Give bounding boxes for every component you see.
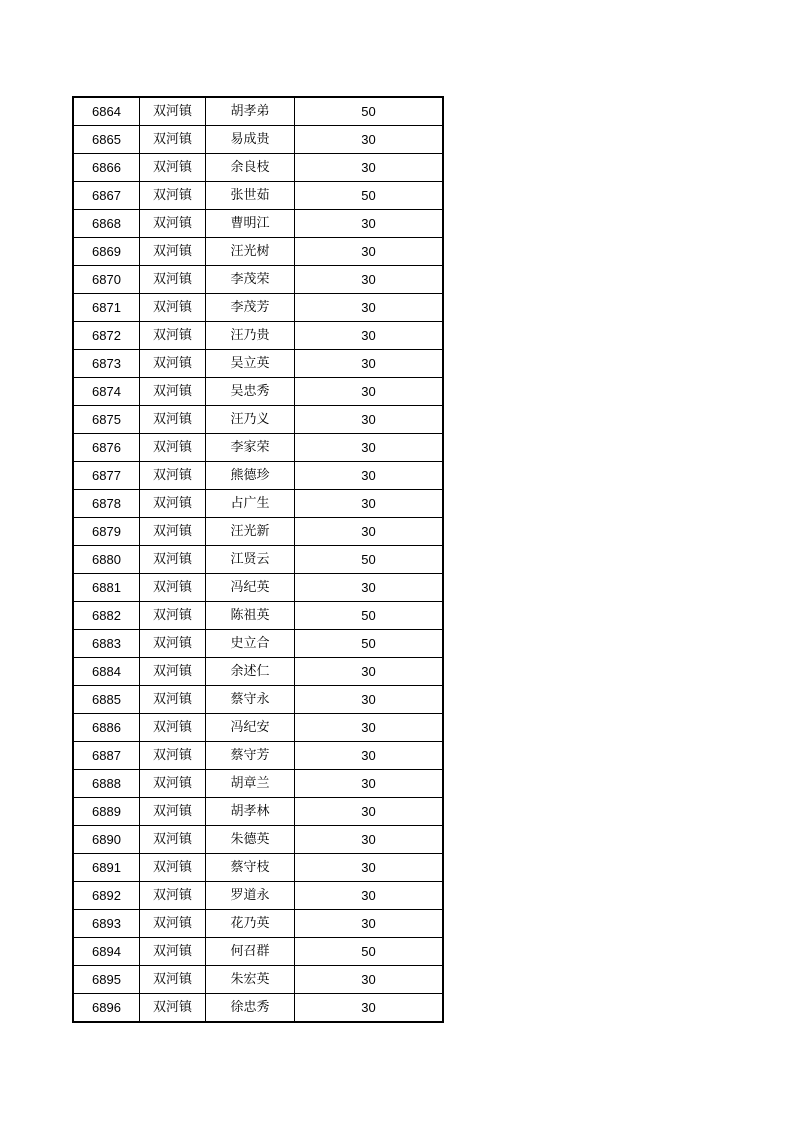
cell-id: 6881 (73, 574, 140, 602)
table-row (73, 238, 443, 266)
cell-town: 双河镇 (140, 630, 206, 658)
cell-amount: 30 (295, 294, 444, 322)
cell-id: 6892 (73, 882, 140, 910)
cell-id: 6888 (73, 770, 140, 798)
cell-name: 张世茹 (206, 182, 295, 210)
table-body (73, 97, 443, 1022)
cell-id: 6880 (73, 546, 140, 574)
cell-id: 6884 (73, 658, 140, 686)
cell-amount: 30 (295, 490, 444, 518)
cell-name: 胡孝弟 (206, 97, 295, 126)
cell-amount: 30 (295, 994, 444, 1023)
cell-name: 余良枝 (206, 154, 295, 182)
cell-town: 双河镇 (140, 266, 206, 294)
table-row (73, 798, 443, 826)
cell-town: 双河镇 (140, 434, 206, 462)
cell-amount: 30 (295, 154, 444, 182)
cell-amount: 30 (295, 966, 444, 994)
cell-town: 双河镇 (140, 546, 206, 574)
cell-town: 双河镇 (140, 826, 206, 854)
cell-town: 双河镇 (140, 238, 206, 266)
cell-id: 6865 (73, 126, 140, 154)
cell-name: 朱宏英 (206, 966, 295, 994)
table-row (73, 322, 443, 350)
table-row (73, 518, 443, 546)
cell-id: 6866 (73, 154, 140, 182)
cell-name: 冯纪安 (206, 714, 295, 742)
cell-amount: 30 (295, 406, 444, 434)
cell-id: 6896 (73, 994, 140, 1023)
cell-town: 双河镇 (140, 994, 206, 1023)
cell-town: 双河镇 (140, 686, 206, 714)
cell-amount: 30 (295, 686, 444, 714)
table-row (73, 97, 443, 126)
cell-town: 双河镇 (140, 210, 206, 238)
cell-name: 占广生 (206, 490, 295, 518)
cell-amount: 30 (295, 910, 444, 938)
cell-id: 6891 (73, 854, 140, 882)
table-row (73, 210, 443, 238)
cell-amount: 30 (295, 798, 444, 826)
cell-id: 6893 (73, 910, 140, 938)
table-row (73, 658, 443, 686)
cell-id: 6887 (73, 742, 140, 770)
table-row (73, 686, 443, 714)
cell-name: 花乃英 (206, 910, 295, 938)
cell-name: 曹明江 (206, 210, 295, 238)
table-row (73, 378, 443, 406)
table-row (73, 294, 443, 322)
cell-name: 何召群 (206, 938, 295, 966)
cell-town: 双河镇 (140, 910, 206, 938)
cell-town: 双河镇 (140, 350, 206, 378)
cell-name: 李茂荣 (206, 266, 295, 294)
cell-name: 李茂芳 (206, 294, 295, 322)
table-row (73, 350, 443, 378)
cell-id: 6878 (73, 490, 140, 518)
cell-id: 6877 (73, 462, 140, 490)
cell-town: 双河镇 (140, 742, 206, 770)
cell-id: 6876 (73, 434, 140, 462)
cell-name: 汪乃义 (206, 406, 295, 434)
cell-id: 6870 (73, 266, 140, 294)
cell-town: 双河镇 (140, 97, 206, 126)
cell-name: 易成贵 (206, 126, 295, 154)
cell-name: 汪光新 (206, 518, 295, 546)
cell-id: 6869 (73, 238, 140, 266)
cell-id: 6875 (73, 406, 140, 434)
cell-town: 双河镇 (140, 378, 206, 406)
cell-town: 双河镇 (140, 658, 206, 686)
cell-town: 双河镇 (140, 602, 206, 630)
table-row (73, 742, 443, 770)
cell-id: 6894 (73, 938, 140, 966)
cell-id: 6871 (73, 294, 140, 322)
cell-id: 6883 (73, 630, 140, 658)
cell-amount: 30 (295, 518, 444, 546)
cell-name: 汪光树 (206, 238, 295, 266)
cell-town: 双河镇 (140, 462, 206, 490)
cell-name: 余述仁 (206, 658, 295, 686)
cell-town: 双河镇 (140, 938, 206, 966)
cell-name: 史立合 (206, 630, 295, 658)
cell-amount: 30 (295, 238, 444, 266)
cell-name: 徐忠秀 (206, 994, 295, 1023)
cell-amount: 30 (295, 210, 444, 238)
cell-name: 汪乃贵 (206, 322, 295, 350)
table-row (73, 994, 443, 1023)
table-row (73, 434, 443, 462)
table-row (73, 546, 443, 574)
cell-id: 6879 (73, 518, 140, 546)
cell-name: 罗道永 (206, 882, 295, 910)
cell-amount: 50 (295, 602, 444, 630)
cell-amount: 30 (295, 462, 444, 490)
cell-amount: 30 (295, 742, 444, 770)
cell-id: 6864 (73, 97, 140, 126)
table-row (73, 630, 443, 658)
cell-amount: 30 (295, 826, 444, 854)
cell-town: 双河镇 (140, 966, 206, 994)
cell-id: 6867 (73, 182, 140, 210)
cell-town: 双河镇 (140, 154, 206, 182)
cell-name: 胡章兰 (206, 770, 295, 798)
cell-town: 双河镇 (140, 406, 206, 434)
table-row (73, 490, 443, 518)
cell-amount: 50 (295, 630, 444, 658)
cell-town: 双河镇 (140, 294, 206, 322)
table-row (73, 182, 443, 210)
table-row (73, 938, 443, 966)
table-row (73, 882, 443, 910)
cell-amount: 50 (295, 938, 444, 966)
cell-amount: 30 (295, 574, 444, 602)
cell-name: 蔡守枝 (206, 854, 295, 882)
cell-amount: 30 (295, 322, 444, 350)
table-row (73, 154, 443, 182)
cell-amount: 50 (295, 182, 444, 210)
table-row (73, 462, 443, 490)
cell-amount: 30 (295, 854, 444, 882)
cell-town: 双河镇 (140, 854, 206, 882)
cell-name: 蔡守芳 (206, 742, 295, 770)
table-row (73, 266, 443, 294)
cell-id: 6872 (73, 322, 140, 350)
cell-amount: 30 (295, 658, 444, 686)
table-row (73, 910, 443, 938)
cell-town: 双河镇 (140, 882, 206, 910)
cell-id: 6890 (73, 826, 140, 854)
cell-amount: 30 (295, 266, 444, 294)
cell-id: 6868 (73, 210, 140, 238)
cell-town: 双河镇 (140, 322, 206, 350)
cell-town: 双河镇 (140, 798, 206, 826)
cell-amount: 30 (295, 882, 444, 910)
cell-name: 陈祖英 (206, 602, 295, 630)
cell-name: 蔡守永 (206, 686, 295, 714)
table-row (73, 406, 443, 434)
cell-id: 6895 (73, 966, 140, 994)
table-row (73, 574, 443, 602)
cell-amount: 30 (295, 126, 444, 154)
cell-name: 朱德英 (206, 826, 295, 854)
cell-town: 双河镇 (140, 574, 206, 602)
cell-name: 胡孝林 (206, 798, 295, 826)
cell-id: 6889 (73, 798, 140, 826)
cell-amount: 50 (295, 546, 444, 574)
cell-town: 双河镇 (140, 518, 206, 546)
cell-id: 6886 (73, 714, 140, 742)
cell-town: 双河镇 (140, 714, 206, 742)
cell-id: 6874 (73, 378, 140, 406)
cell-name: 冯纪英 (206, 574, 295, 602)
table-row (73, 714, 443, 742)
cell-amount: 50 (295, 97, 444, 126)
cell-amount: 30 (295, 350, 444, 378)
cell-town: 双河镇 (140, 126, 206, 154)
table-row (73, 602, 443, 630)
cell-name: 吴立英 (206, 350, 295, 378)
cell-name: 吴忠秀 (206, 378, 295, 406)
table-row (73, 126, 443, 154)
table-row (73, 826, 443, 854)
cell-amount: 30 (295, 434, 444, 462)
cell-name: 江贤云 (206, 546, 295, 574)
cell-id: 6882 (73, 602, 140, 630)
cell-amount: 30 (295, 714, 444, 742)
cell-name: 熊德珍 (206, 462, 295, 490)
cell-name: 李家荣 (206, 434, 295, 462)
cell-amount: 30 (295, 378, 444, 406)
cell-town: 双河镇 (140, 770, 206, 798)
data-table (72, 96, 444, 1023)
cell-amount: 30 (295, 770, 444, 798)
cell-id: 6873 (73, 350, 140, 378)
table-row (73, 966, 443, 994)
table-row (73, 854, 443, 882)
cell-town: 双河镇 (140, 490, 206, 518)
cell-id: 6885 (73, 686, 140, 714)
cell-town: 双河镇 (140, 182, 206, 210)
table-row (73, 770, 443, 798)
